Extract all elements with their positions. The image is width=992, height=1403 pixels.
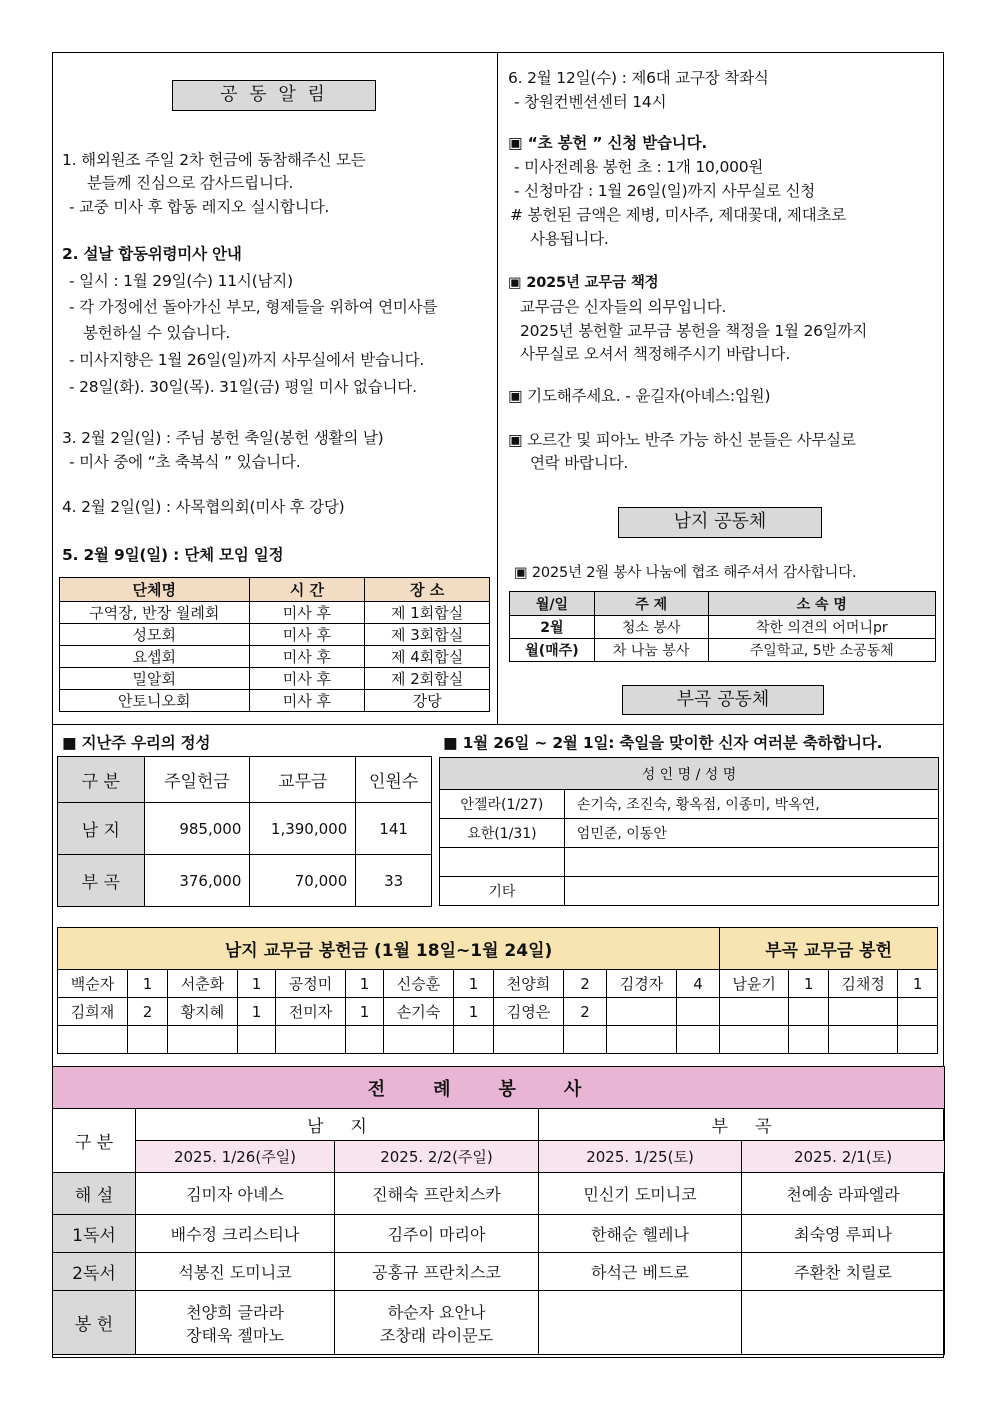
offertory-person: 장태욱 젤마노: [186, 1325, 284, 1345]
liturgy-person: 하석근 베드로: [539, 1253, 742, 1291]
offering-header: 구 분: [58, 757, 145, 803]
offering-row-label: 남 지: [58, 803, 145, 855]
dues-count: 2: [128, 998, 168, 1026]
namji-dues-title: 남지 교무금 봉헌금 (1월 18일~1월 24일): [58, 928, 720, 970]
volunteer-group: 착한 의견의 어머니pr: [708, 616, 935, 639]
dues-count: 1: [346, 998, 384, 1026]
notice-4-title: 4. 2월 2일(일) : 사목협의회(미사 후 강당): [62, 498, 345, 516]
table-header: 장 소: [365, 578, 490, 602]
dues-count: [677, 1026, 720, 1054]
notice-2-line: - 28일(화). 30일(목). 31일(금) 평일 미사 없습니다.: [69, 378, 417, 396]
liturgy-namji: 남 지: [136, 1109, 539, 1141]
dues-notice-line: 2025년 봉헌할 교무금 봉헌을 책정을 1월 26일까지: [520, 322, 868, 340]
table-header: 단체명: [60, 578, 250, 602]
birthday-header: 성 인 명 / 성 명: [440, 758, 939, 790]
dues-name: [607, 998, 677, 1026]
group-name: 밀알회: [60, 668, 250, 690]
offertory-person: 조창래 라이문도: [379, 1325, 494, 1345]
notice-2-line: - 미사지향은 1월 26일(일)까지 사무실에서 받습니다.: [69, 351, 425, 369]
volunteer-topic: 차 나눔 봉사: [594, 639, 708, 662]
offering-sunday: 376,000: [144, 855, 250, 907]
offering-header: 주일헌금: [144, 757, 250, 803]
dues-name: 황지혜: [168, 998, 238, 1026]
liturgy-date: 2025. 2/1(토): [742, 1141, 945, 1173]
dues-count: 1: [454, 998, 494, 1026]
table-row: [58, 855, 432, 907]
offertory-person: 천양희 글라라: [186, 1302, 284, 1322]
offering-dues: 1,390,000: [250, 803, 356, 855]
liturgy-person: 김미자 아녜스: [136, 1173, 335, 1215]
birthday-title: ■ 1월 26일 ~ 2월 1일: 축일을 맞이한 신자 여러분 축하합니다.: [443, 734, 883, 752]
candle-title: ▣ “초 봉헌 ” 신청 받습니다.: [508, 134, 708, 152]
liturgy-person: 배수정 크리스티나: [136, 1215, 335, 1253]
table-row: [58, 998, 938, 1026]
table-row: [60, 646, 490, 668]
dues-name: 백순자: [58, 970, 128, 998]
table-row: [58, 970, 938, 998]
dues-count: 1: [128, 970, 168, 998]
saint-name: 안젤라(1/27): [440, 790, 565, 819]
group-name: 요셉회: [60, 646, 250, 668]
notice-2-line: - 각 가정에선 돌아가신 부모, 형제들을 위하여 연미사를: [69, 298, 438, 316]
offering-count: 33: [356, 855, 432, 907]
liturgy-person: 민신기 도미니코: [539, 1173, 742, 1215]
table-row: [60, 668, 490, 690]
organ-notice-line: 연락 바랍니다.: [530, 454, 629, 472]
dues-count: [898, 1026, 938, 1054]
liturgy-role: 1독서: [53, 1215, 136, 1253]
group-place: 강당: [365, 690, 490, 712]
dues-notice-title: ▣ 2025년 교무금 책정: [508, 275, 659, 291]
dues-name: [720, 1026, 789, 1054]
offering-sunday: 985,000: [144, 803, 250, 855]
table-row: [53, 1253, 945, 1291]
dues-notice-line: 사무실로 오셔서 책정해주시기 바랍니다.: [520, 345, 791, 363]
notice-2-line: 봉헌하실 수 있습니다.: [83, 324, 231, 342]
table-row: [58, 1026, 938, 1054]
dues-name: 김경자: [607, 970, 677, 998]
table-header: 소 속 명: [708, 592, 935, 616]
dues-name: [720, 998, 789, 1026]
namji-title: 남지 공동체: [618, 507, 822, 538]
table-row: [440, 819, 939, 848]
column-divider: [497, 52, 498, 724]
group-place: 제 1회합실: [365, 602, 490, 624]
member-names: [564, 848, 938, 877]
offering-header: 인원수: [356, 757, 432, 803]
candle-line: 사용됩니다.: [530, 230, 609, 248]
notice-1-line: - 교중 미사 후 합동 레지오 실시합니다.: [69, 198, 330, 216]
dues-name: 남윤기: [720, 970, 789, 998]
candle-line: - 신청마감 : 1월 26일(일)까지 사무실로 신청: [514, 182, 816, 200]
notice-3-line: - 미사 중에 “초 축복식 ” 있습니다.: [69, 453, 301, 471]
dues-table: [57, 927, 938, 1054]
dues-count: [238, 1026, 276, 1054]
group-place: 제 4회합실: [365, 646, 490, 668]
liturgy-date: 2025. 2/2(주일): [335, 1141, 539, 1173]
saint-name: 요한(1/31): [440, 819, 565, 848]
saint-name: [440, 848, 565, 877]
table-row: [510, 616, 936, 639]
dues-name: 김희재: [58, 998, 128, 1026]
liturgy-person: [539, 1291, 742, 1355]
dues-name: 김채정: [829, 970, 898, 998]
dues-count: 1: [454, 970, 494, 998]
dues-count: 2: [564, 970, 607, 998]
offering-header: 교무금: [250, 757, 356, 803]
liturgy-person: 석봉진 도미니코: [136, 1253, 335, 1291]
liturgy-person: 천예송 라파엘라: [742, 1173, 945, 1215]
dues-name: [829, 1026, 898, 1054]
group-place: 제 2회합실: [365, 668, 490, 690]
dues-name: 서춘화: [168, 970, 238, 998]
dues-count: [128, 1026, 168, 1054]
dues-name: 천양희: [494, 970, 564, 998]
notice-3-title: 3. 2월 2일(일) : 주님 봉헌 축일(봉헌 생활의 날): [62, 429, 384, 447]
liturgy-person: 주환찬 치릴로: [742, 1253, 945, 1291]
liturgy-date: 2025. 1/26(주일): [136, 1141, 335, 1173]
notice-title: 공 동 알 림: [172, 80, 376, 111]
liturgy-person: [742, 1291, 945, 1355]
group-time: 미사 후: [249, 668, 365, 690]
liturgy-table: [52, 1066, 945, 1355]
group-time: 미사 후: [249, 646, 365, 668]
section-divider: [52, 724, 944, 725]
notice-5-title: 5. 2월 9일(일) : 단체 모임 일정: [62, 546, 284, 564]
dues-count: [454, 1026, 494, 1054]
dues-count: [677, 998, 720, 1026]
prayer-request: ▣ 기도해주세요. - 윤길자(아녜스:입원): [508, 387, 771, 405]
candle-line: # 봉헌된 금액은 제병, 미사주, 제대꽃대, 제대초로: [510, 206, 847, 224]
dues-name: [168, 1026, 238, 1054]
liturgy-bugok: 부 곡: [539, 1109, 945, 1141]
offering-table: [57, 756, 432, 907]
dues-name: [58, 1026, 128, 1054]
notice-6-title: 6. 2월 12일(수) : 제6대 교구장 착좌식: [508, 69, 769, 87]
candle-line: - 미사전례용 봉헌 초 : 1개 10,000원: [514, 158, 764, 176]
table-header: 시 간: [249, 578, 365, 602]
group-time: 미사 후: [249, 624, 365, 646]
dues-count: 1: [238, 998, 276, 1026]
organ-notice-title: ▣ 오르간 및 피아노 반주 가능 하신 분들은 사무실로: [508, 431, 856, 449]
liturgy-person: 공홍규 프란치스코: [335, 1253, 539, 1291]
dues-name: 김영은: [494, 998, 564, 1026]
notice-2-title: 2. 설날 합동위령미사 안내: [62, 245, 242, 263]
offering-row-label: 부 곡: [58, 855, 145, 907]
dues-count: 2: [564, 998, 607, 1026]
saint-name: 기타: [440, 877, 565, 906]
dues-count: [346, 1026, 384, 1054]
group-place: 제 3회합실: [365, 624, 490, 646]
dues-notice-line: 교무금은 신자들의 의무입니다.: [520, 298, 727, 316]
member-names: 손기숙, 조진숙, 황옥점, 이종미, 박옥연,: [564, 790, 938, 819]
table-row: [60, 690, 490, 712]
dues-count: 4: [677, 970, 720, 998]
dues-count: [898, 998, 938, 1026]
dues-count: [789, 998, 829, 1026]
member-names: [564, 877, 938, 906]
group-time: 미사 후: [249, 690, 365, 712]
member-names: 엄민준, 이동안: [564, 819, 938, 848]
liturgy-person: 진해숙 프란치스카: [335, 1173, 539, 1215]
volunteer-month: 2월: [510, 616, 595, 639]
group-name: 안토니오회: [60, 690, 250, 712]
table-row: [53, 1215, 945, 1253]
dues-count: 1: [238, 970, 276, 998]
table-header: 월/일: [510, 592, 595, 616]
liturgy-label: 구 분: [53, 1109, 136, 1173]
liturgy-title: 전례봉사: [53, 1067, 945, 1109]
liturgy-person: 한해순 헬레나: [539, 1215, 742, 1253]
notice-2-line: - 일시 : 1월 29일(수) 11시(남지): [69, 272, 293, 290]
dues-name: 신승훈: [384, 970, 454, 998]
group-time: 미사 후: [249, 602, 365, 624]
dues-name: [276, 1026, 346, 1054]
liturgy-person: [335, 1291, 539, 1355]
table-row: [53, 1291, 945, 1355]
table-row: [53, 1173, 945, 1215]
dues-name: 손기숙: [384, 998, 454, 1026]
dues-count: [789, 1026, 829, 1054]
dues-name: [829, 998, 898, 1026]
bugok-dues-title: 부곡 교무금 봉헌: [720, 928, 938, 970]
dues-count: [564, 1026, 607, 1054]
group-name: 성모회: [60, 624, 250, 646]
group-name: 구역장, 반장 월례회: [60, 602, 250, 624]
table-row: [440, 848, 939, 877]
liturgy-person: [136, 1291, 335, 1355]
dues-count: 1: [898, 970, 938, 998]
table-row: [60, 624, 490, 646]
dues-name: [384, 1026, 454, 1054]
liturgy-person: 최숙영 루피나: [742, 1215, 945, 1253]
liturgy-role: 해 설: [53, 1173, 136, 1215]
liturgy-role: 2독서: [53, 1253, 136, 1291]
table-header: 주 제: [594, 592, 708, 616]
table-row: [510, 639, 936, 662]
table-row: [58, 803, 432, 855]
dues-count: 1: [789, 970, 829, 998]
volunteer-topic: 청소 봉사: [594, 616, 708, 639]
notice-1-line: 분들께 진심으로 감사드립니다.: [87, 174, 294, 192]
offering-count: 141: [356, 803, 432, 855]
liturgy-person: 김주이 마리아: [335, 1215, 539, 1253]
notice-6-line: - 창원컨벤션센터 14시: [514, 93, 667, 111]
table-row: [440, 877, 939, 906]
dues-name: [494, 1026, 564, 1054]
bugok-title: 부곡 공동체: [622, 685, 824, 715]
volunteer-table: [509, 591, 936, 662]
dues-count: 1: [346, 970, 384, 998]
dues-name: 전미자: [276, 998, 346, 1026]
group-meeting-table: [59, 577, 490, 712]
offering-title: ■ 지난주 우리의 정성: [62, 734, 211, 752]
table-row: [440, 790, 939, 819]
offering-dues: 70,000: [250, 855, 356, 907]
volunteer-month: 월(매주): [510, 639, 595, 662]
dues-name: [607, 1026, 677, 1054]
birthday-table: [439, 757, 939, 906]
volunteer-group: 주일학교, 5반 소공동체: [708, 639, 935, 662]
offertory-person: 하순자 요안나: [387, 1302, 486, 1322]
dues-name: 공정미: [276, 970, 346, 998]
notice-1-title: 1. 해외원조 주일 2차 헌금에 동참해주신 모든: [62, 151, 366, 169]
namji-thanks: ▣ 2025년 2월 봉사 나눔에 협조 해주셔서 감사합니다.: [514, 565, 857, 581]
liturgy-date: 2025. 1/25(토): [539, 1141, 742, 1173]
liturgy-role: 봉 헌: [53, 1291, 136, 1355]
table-row: [60, 602, 490, 624]
